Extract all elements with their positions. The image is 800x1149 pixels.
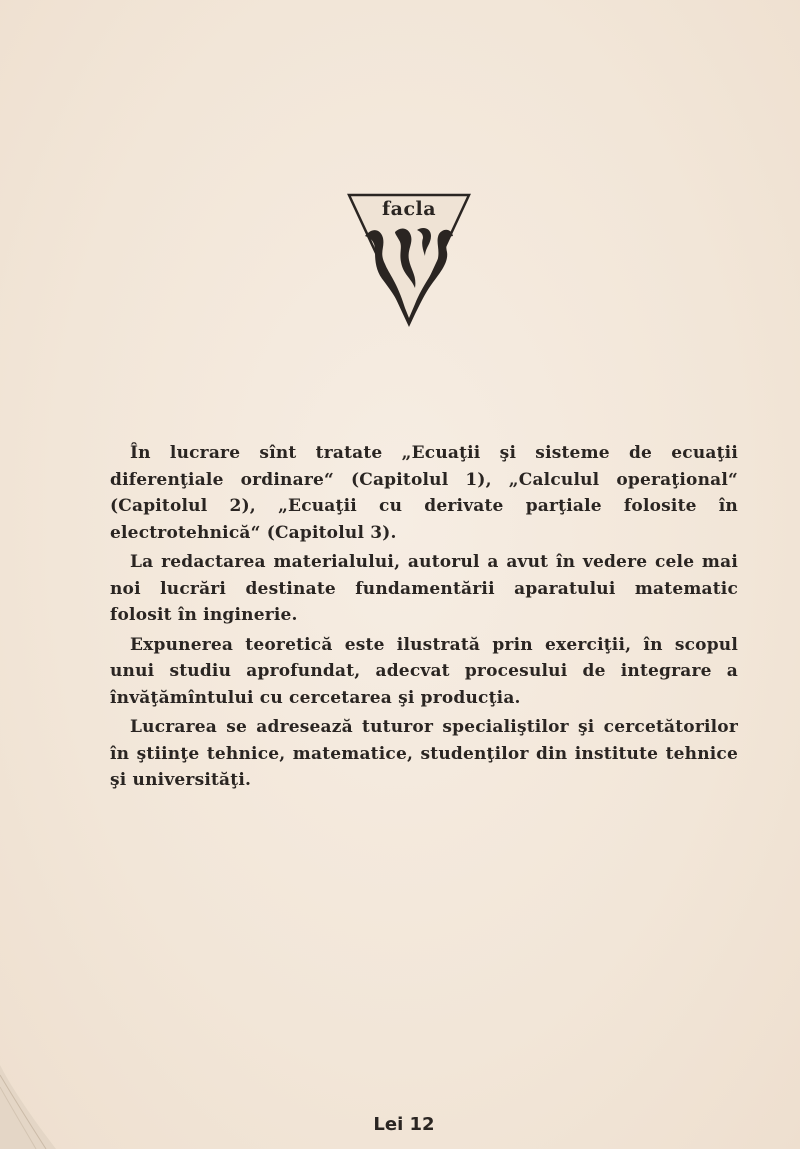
description-paragraph: La redactarea materialului, autorul a avut în vedere cele mai noi lucrări destinate fundamentării aparatului matematic folosit în inginerie. xyxy=(110,552,738,625)
description-paragraph: În lucrare sînt tratate „Ecuaţii şi sisteme de ecuaţii diferenţiale ordinare“ (Capitolul 1), „Calculul operaţional“ (Capitolul 2), „Ecuaţii cu derivate parţiale folosite în electrotehnică“ (Capitolul 3). xyxy=(110,443,738,543)
price-label: Lei 12 xyxy=(373,1114,435,1135)
description-block xyxy=(110,440,738,797)
description-paragraph: Lucrarea se adresează tuturor specialiştilor şi cercetătorilor în ştiinţe tehnice, matematice, studenţilor din institute tehnice şi universităţi. xyxy=(110,717,738,790)
worn-corner xyxy=(0,1065,60,1149)
description-paragraph: Expunerea teoretică este ilustrată prin exerciţii, în scopul unui studiu aprofundat, adecvat procesului de integrare a învăţămîntului cu cercetarea şi producţia. xyxy=(110,634,738,708)
publisher-name: facla xyxy=(381,198,437,220)
publisher-logo xyxy=(345,192,473,328)
